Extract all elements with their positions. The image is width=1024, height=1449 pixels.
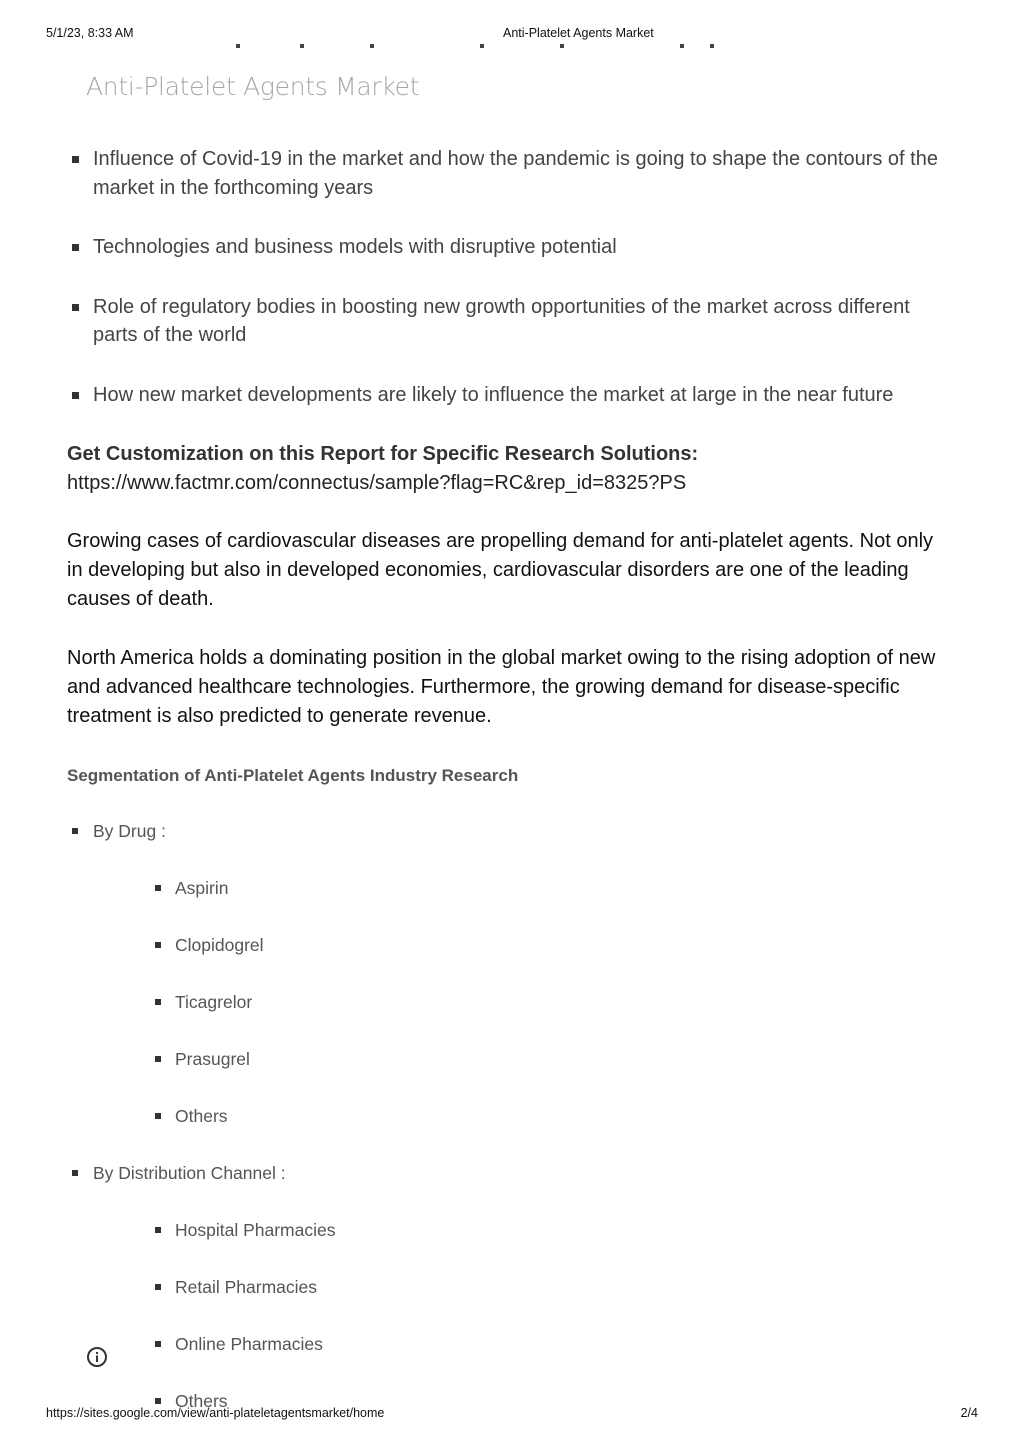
print-title: Anti-Platelet Agents Market bbox=[503, 26, 654, 40]
cut-off-text-line bbox=[230, 44, 720, 50]
segment-group-drug bbox=[67, 820, 947, 1127]
list-item: Clopidogrel bbox=[149, 934, 947, 956]
segment-group-label: By Drug : bbox=[93, 821, 166, 841]
print-date: 5/1/23, 8:33 AM bbox=[46, 26, 134, 40]
paragraph: Growing cases of cardiovascular diseases are propelling demand for anti-platelet agents. Not only in developing but also in developed economies, cardiovascular disorders are one of the leading causes of death. bbox=[67, 530, 934, 610]
print-url: https://sites.google.com/view/anti-plateletagentsmarket/home bbox=[46, 1406, 385, 1420]
list-item: Others bbox=[149, 1105, 947, 1127]
paragraph: North America holds a dominating position in the global market owing to the rising adoption of new and advanced healthcare technologies. Furthermore, the growing demand for disease-specific treatment is also predicted to generate revenue. bbox=[67, 647, 936, 727]
customization-link[interactable]: https://www.factmr.com/connectus/sample?flag=RC&rep_id=8325?PS bbox=[67, 471, 687, 494]
print-header bbox=[46, 26, 978, 42]
segment-group-label: By Distribution Channel : bbox=[93, 1163, 286, 1183]
list-item: Prasugrel bbox=[149, 1048, 947, 1070]
drug-list bbox=[149, 877, 947, 1127]
list-item: Role of regulatory bodies in boosting new growth opportunities of the market across different parts of the world bbox=[67, 293, 947, 350]
list-item: Aspirin bbox=[149, 877, 947, 899]
key-points-list bbox=[67, 145, 947, 409]
list-item: Hospital Pharmacies bbox=[149, 1219, 947, 1241]
info-icon[interactable] bbox=[86, 1346, 108, 1368]
list-item: Technologies and business models with disruptive potential bbox=[67, 233, 947, 262]
customization-label: Get Customization on this Report for Specific Research Solutions: bbox=[67, 443, 699, 465]
list-item: How new market developments are likely to influence the market at large in the near future bbox=[67, 381, 947, 410]
list-item: Online Pharmacies bbox=[149, 1333, 947, 1355]
list-item: Influence of Covid-19 in the market and how the pandemic is going to shape the contours of the market in the forthcoming years bbox=[67, 145, 947, 202]
segment-group-distribution bbox=[67, 1162, 947, 1412]
distribution-list bbox=[149, 1219, 947, 1412]
main-content bbox=[67, 145, 947, 1447]
customization-block bbox=[67, 440, 947, 497]
print-footer bbox=[46, 1406, 978, 1422]
segmentation-heading: Segmentation of Anti-Platelet Agents Industry Research bbox=[67, 766, 519, 785]
page-number: 2/4 bbox=[960, 1406, 978, 1420]
list-item: Ticagrelor bbox=[149, 991, 947, 1013]
list-item: Retail Pharmacies bbox=[149, 1276, 947, 1298]
site-title[interactable]: Anti-Platelet Agents Market bbox=[86, 72, 420, 101]
segmentation-list bbox=[67, 820, 947, 1412]
list-item: Others bbox=[149, 1390, 947, 1412]
